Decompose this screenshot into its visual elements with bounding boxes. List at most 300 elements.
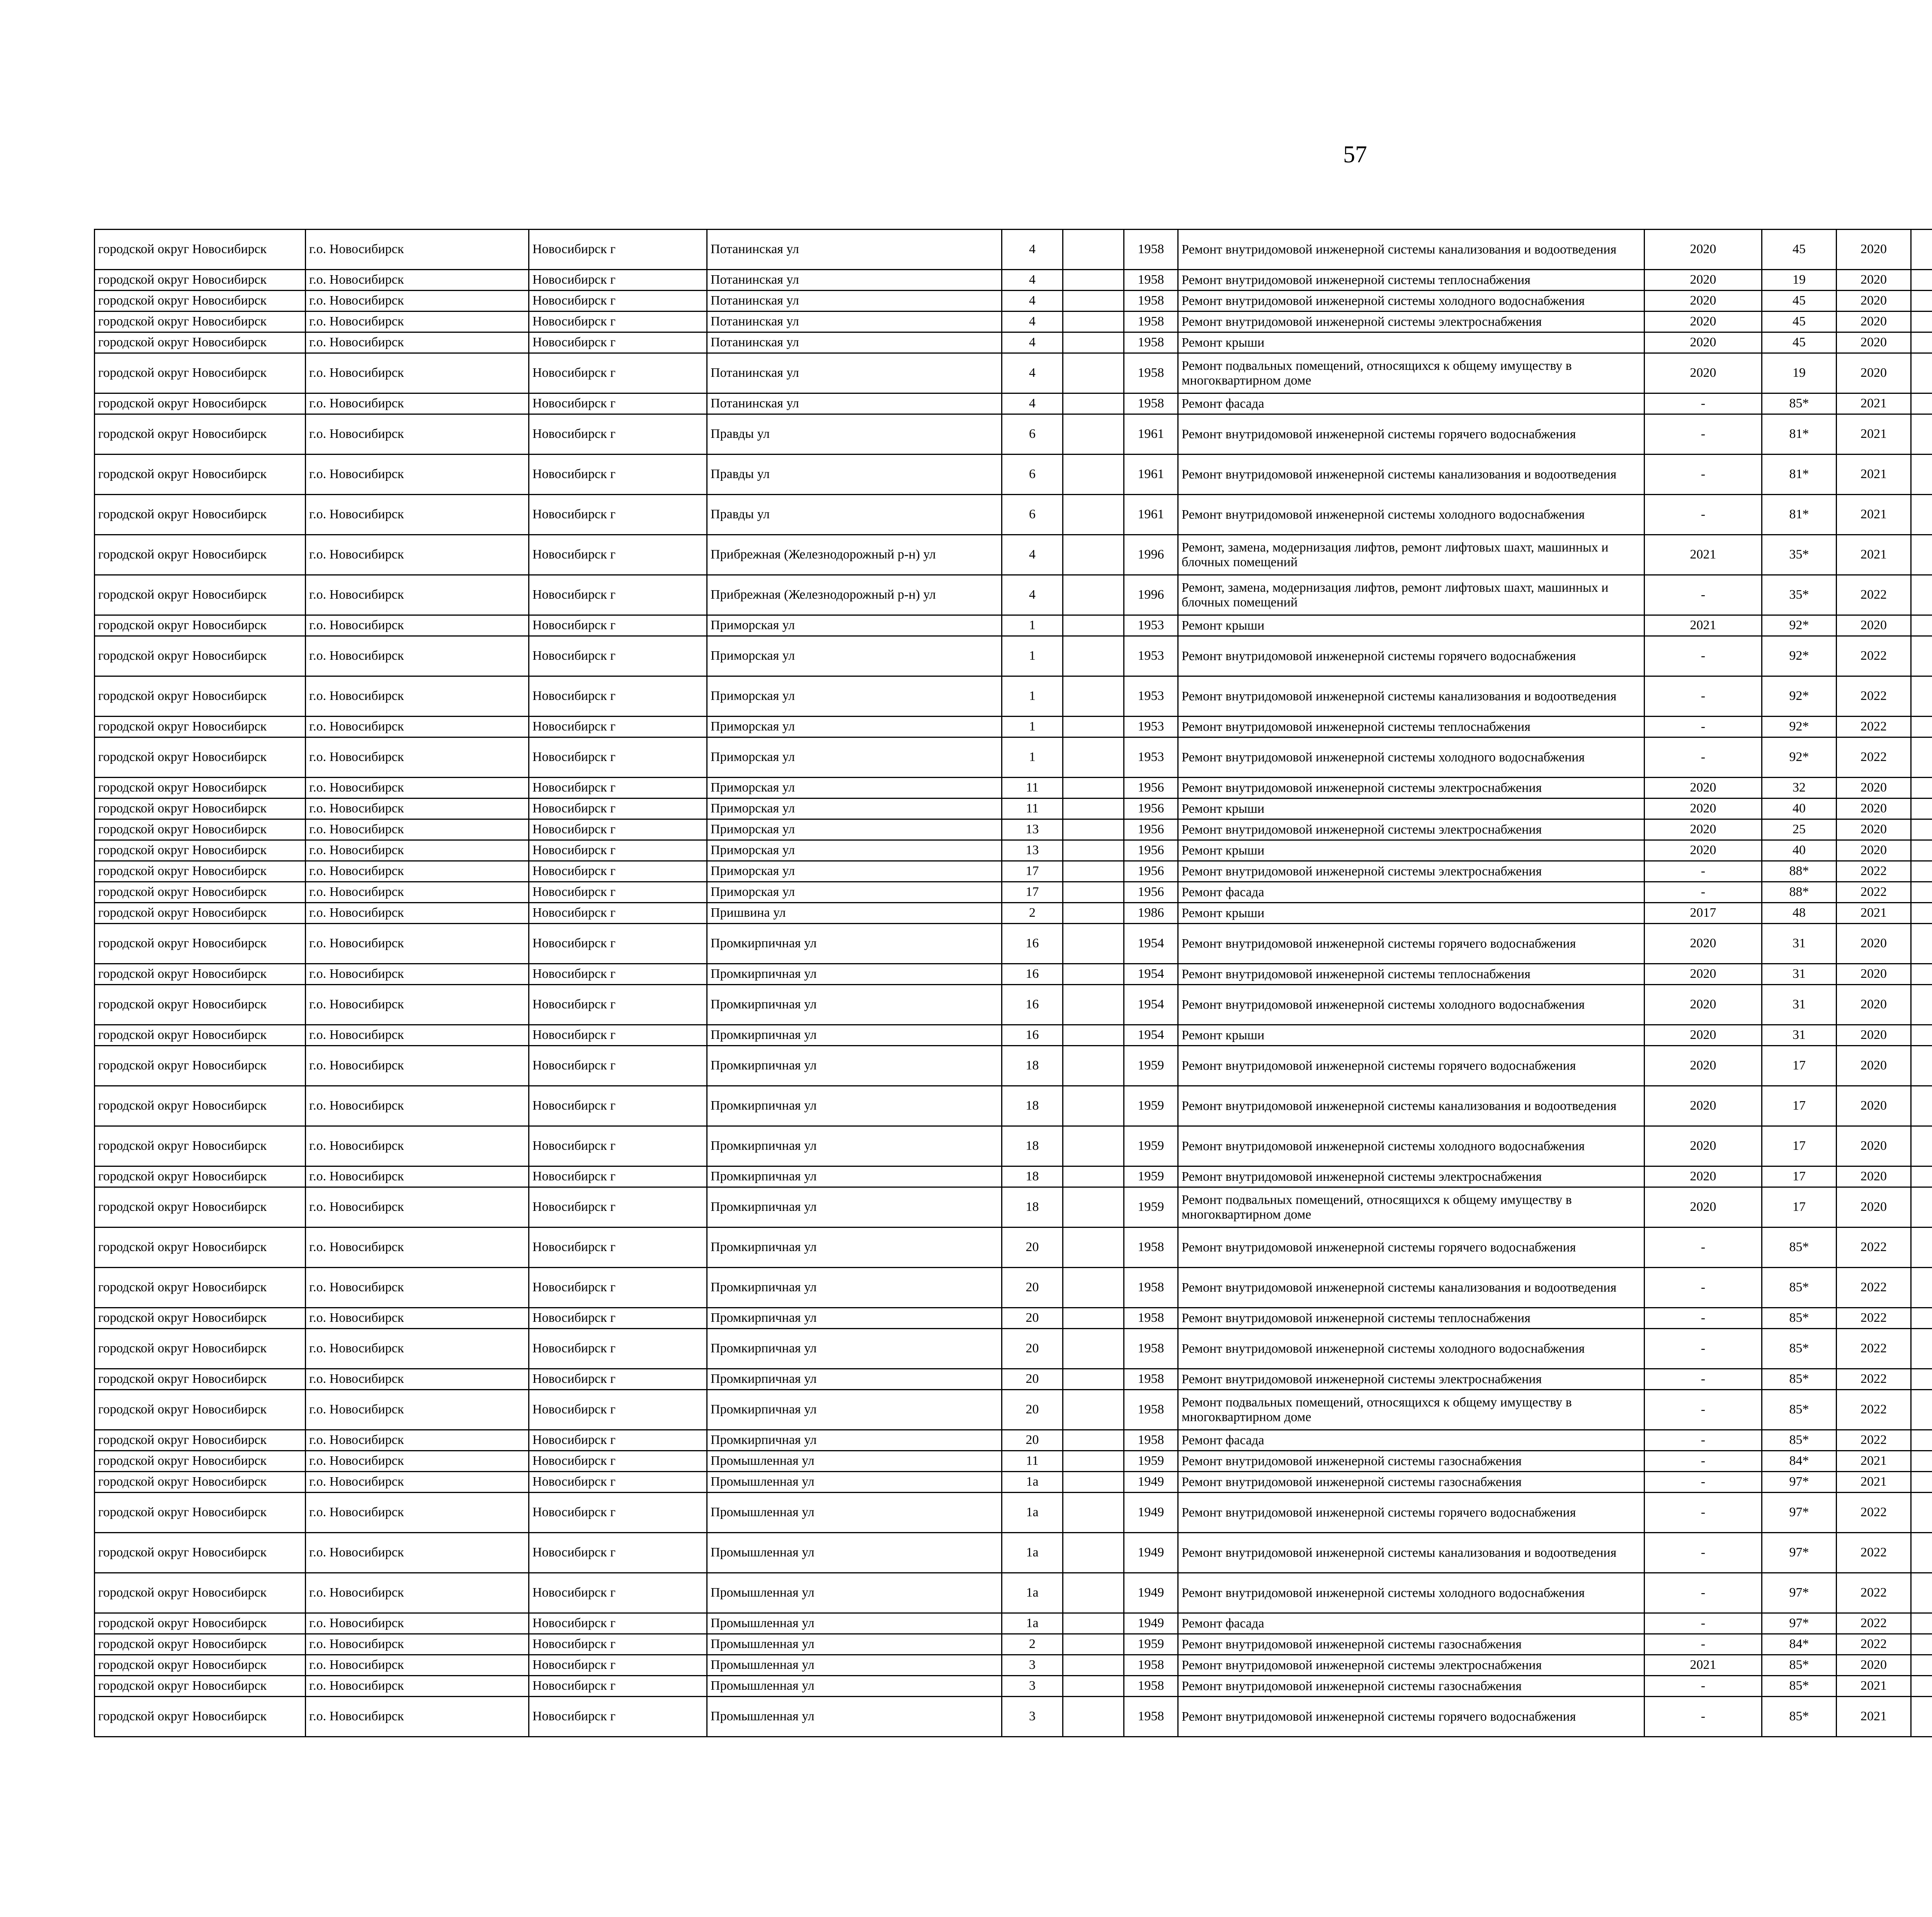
cell-planned-end [1911,1187,1932,1227]
cell-building [1063,495,1124,535]
cell-building [1063,332,1124,353]
cell-settlement: Новосибирск г [529,1187,707,1227]
cell-street: Промкирпичная ул [707,1329,1002,1369]
cell-last-repair-year: - [1645,1329,1762,1369]
table-row [95,270,1932,291]
table-row [95,230,1932,270]
cell-street: Приморская ул [707,840,1002,861]
cell-house-number: 4 [1002,291,1063,312]
cell-building [1063,1493,1124,1533]
cell-building [1063,1369,1124,1390]
cell-planned-start: 2022 [1837,882,1911,903]
cell-planned-end [1911,636,1932,676]
cell-building [1063,840,1124,861]
cell-wear-percent: 45 [1762,230,1837,270]
cell-house-number: 2 [1002,1634,1063,1655]
cell-planned-start: 2020 [1837,1046,1911,1086]
cell-municipality: городской округ Новосибирск [95,414,306,455]
cell-year-built: 1954 [1124,985,1178,1025]
cell-municipal-district: г.о. Новосибирск [306,1697,529,1737]
cell-street: Промкирпичная ул [707,1166,1002,1187]
cell-street: Промкирпичная ул [707,964,1002,985]
cell-wear-percent: 92* [1762,737,1837,778]
cell-street: Промкирпичная ул [707,985,1002,1025]
cell-street: Потанинская ул [707,270,1002,291]
cell-year-built: 1958 [1124,270,1178,291]
cell-work-type: Ремонт крыши [1178,615,1645,636]
cell-planned-start: 2021 [1837,1676,1911,1697]
cell-municipal-district: г.о. Новосибирск [306,1268,529,1308]
cell-wear-percent: 45 [1762,312,1837,332]
table-row [95,414,1932,455]
cell-settlement: Новосибирск г [529,535,707,575]
cell-planned-start: 2020 [1837,230,1911,270]
cell-municipal-district: г.о. Новосибирск [306,1493,529,1533]
cell-building [1063,1533,1124,1573]
cell-building [1063,1126,1124,1166]
cell-house-number: 1а [1002,1533,1063,1573]
cell-planned-end [1911,1655,1932,1676]
cell-year-built: 1954 [1124,964,1178,985]
cell-planned-start: 2020 [1837,615,1911,636]
cell-year-built: 1996 [1124,535,1178,575]
table-row [95,535,1932,575]
cell-year-built: 1949 [1124,1472,1178,1493]
cell-work-type: Ремонт внутридомовой инженерной системы теплоснабжения [1178,964,1645,985]
cell-work-type: Ремонт внутридомовой инженерной системы холодного водоснабжения [1178,737,1645,778]
table-row [95,924,1932,964]
cell-settlement: Новосибирск г [529,1451,707,1472]
cell-last-repair-year: - [1645,1493,1762,1533]
cell-planned-end [1911,353,1932,393]
cell-planned-start: 2022 [1837,1308,1911,1329]
cell-planned-end [1911,291,1932,312]
cell-last-repair-year: 2017 [1645,903,1762,924]
cell-wear-percent: 97* [1762,1493,1837,1533]
cell-work-type: Ремонт внутридомовой инженерной системы электроснабжения [1178,1369,1645,1390]
cell-planned-end [1911,1369,1932,1390]
cell-year-built: 1959 [1124,1086,1178,1126]
cell-municipal-district: г.о. Новосибирск [306,1613,529,1634]
cell-street: Потанинская ул [707,230,1002,270]
cell-wear-percent: 92* [1762,615,1837,636]
cell-building [1063,615,1124,636]
cell-year-built: 1953 [1124,636,1178,676]
cell-municipality: городской округ Новосибирск [95,1390,306,1430]
cell-building [1063,1166,1124,1187]
cell-wear-percent: 17 [1762,1166,1837,1187]
cell-last-repair-year: - [1645,1573,1762,1613]
cell-settlement: Новосибирск г [529,924,707,964]
cell-house-number: 18 [1002,1126,1063,1166]
cell-municipality: городской округ Новосибирск [95,1533,306,1573]
cell-municipal-district: г.о. Новосибирск [306,840,529,861]
cell-last-repair-year: 2021 [1645,1655,1762,1676]
cell-planned-end [1911,1025,1932,1046]
cell-last-repair-year: - [1645,882,1762,903]
cell-municipal-district: г.о. Новосибирск [306,393,529,414]
cell-house-number: 4 [1002,575,1063,615]
cell-municipal-district: г.о. Новосибирск [306,575,529,615]
cell-street: Промышленная ул [707,1613,1002,1634]
cell-last-repair-year: - [1645,455,1762,495]
cell-municipality: городской округ Новосибирск [95,798,306,819]
cell-municipal-district: г.о. Новосибирск [306,1655,529,1676]
cell-street: Потанинская ул [707,353,1002,393]
cell-work-type: Ремонт внутридомовой инженерной системы теплоснабжения [1178,717,1645,737]
cell-last-repair-year: - [1645,575,1762,615]
cell-wear-percent: 48 [1762,903,1837,924]
cell-planned-end [1911,414,1932,455]
cell-municipality: городской округ Новосибирск [95,495,306,535]
cell-municipality: городской округ Новосибирск [95,1573,306,1613]
cell-municipality: городской округ Новосибирск [95,312,306,332]
cell-planned-start: 2020 [1837,1086,1911,1126]
cell-municipality: городской округ Новосибирск [95,964,306,985]
cell-house-number: 4 [1002,332,1063,353]
cell-settlement: Новосибирск г [529,1697,707,1737]
cell-year-built: 1949 [1124,1573,1178,1613]
cell-settlement: Новосибирск г [529,270,707,291]
table-row [95,291,1932,312]
cell-work-type: Ремонт внутридомовой инженерной системы канализования и водоотведения [1178,1533,1645,1573]
cell-house-number: 16 [1002,924,1063,964]
cell-street: Промышленная ул [707,1451,1002,1472]
cell-year-built: 1958 [1124,1227,1178,1268]
cell-municipality: городской округ Новосибирск [95,819,306,840]
cell-settlement: Новосибирск г [529,1166,707,1187]
cell-street: Приморская ул [707,798,1002,819]
table-row [95,1493,1932,1533]
cell-last-repair-year: - [1645,1430,1762,1451]
cell-municipal-district: г.о. Новосибирск [306,737,529,778]
cell-wear-percent: 17 [1762,1126,1837,1166]
cell-work-type: Ремонт внутридомовой инженерной системы канализования и водоотведения [1178,455,1645,495]
cell-house-number: 1а [1002,1573,1063,1613]
cell-municipal-district: г.о. Новосибирск [306,291,529,312]
table-row [95,575,1932,615]
cell-planned-start: 2020 [1837,924,1911,964]
cell-planned-end [1911,819,1932,840]
cell-house-number: 6 [1002,455,1063,495]
cell-planned-start: 2020 [1837,312,1911,332]
cell-street: Приморская ул [707,861,1002,882]
cell-work-type: Ремонт внутридомовой инженерной системы газоснабжения [1178,1676,1645,1697]
cell-house-number: 4 [1002,230,1063,270]
cell-last-repair-year: 2020 [1645,1166,1762,1187]
cell-building [1063,312,1124,332]
cell-year-built: 1953 [1124,676,1178,717]
cell-settlement: Новосибирск г [529,1493,707,1533]
cell-planned-end [1911,1086,1932,1126]
cell-wear-percent: 19 [1762,270,1837,291]
cell-street: Промкирпичная ул [707,1227,1002,1268]
cell-municipality: городской округ Новосибирск [95,903,306,924]
cell-municipal-district: г.о. Новосибирск [306,819,529,840]
cell-street: Промышленная ул [707,1472,1002,1493]
cell-settlement: Новосибирск г [529,230,707,270]
cell-planned-start: 2021 [1837,1451,1911,1472]
cell-building [1063,636,1124,676]
cell-year-built: 1956 [1124,819,1178,840]
cell-settlement: Новосибирск г [529,1390,707,1430]
cell-street: Промкирпичная ул [707,1046,1002,1086]
cell-municipal-district: г.о. Новосибирск [306,1166,529,1187]
cell-year-built: 1996 [1124,575,1178,615]
cell-municipality: городской округ Новосибирск [95,676,306,717]
cell-last-repair-year: - [1645,414,1762,455]
cell-year-built: 1949 [1124,1533,1178,1573]
cell-planned-end [1911,393,1932,414]
cell-year-built: 1949 [1124,1613,1178,1634]
cell-wear-percent: 31 [1762,964,1837,985]
cell-building [1063,737,1124,778]
cell-work-type: Ремонт внутридомовой инженерной системы горячего водоснабжения [1178,924,1645,964]
cell-house-number: 18 [1002,1166,1063,1187]
cell-work-type: Ремонт внутридомовой инженерной системы холодного водоснабжения [1178,1329,1645,1369]
table-row [95,798,1932,819]
table-row [95,1655,1932,1676]
cell-last-repair-year: 2020 [1645,985,1762,1025]
table-row [95,1573,1932,1613]
cell-house-number: 11 [1002,1451,1063,1472]
cell-wear-percent: 97* [1762,1533,1837,1573]
cell-building [1063,353,1124,393]
cell-year-built: 1959 [1124,1166,1178,1187]
cell-settlement: Новосибирск г [529,1634,707,1655]
table-row [95,964,1932,985]
cell-street: Потанинская ул [707,393,1002,414]
table-row [95,1268,1932,1308]
cell-building [1063,1451,1124,1472]
cell-work-type: Ремонт фасада [1178,393,1645,414]
table-row [95,840,1932,861]
cell-settlement: Новосибирск г [529,964,707,985]
cell-planned-start: 2020 [1837,1655,1911,1676]
cell-planned-start: 2022 [1837,1430,1911,1451]
cell-street: Промкирпичная ул [707,1430,1002,1451]
cell-last-repair-year: 2020 [1645,1046,1762,1086]
cell-work-type: Ремонт внутридомовой инженерной системы теплоснабжения [1178,1308,1645,1329]
cell-building [1063,270,1124,291]
cell-year-built: 1953 [1124,737,1178,778]
table-row [95,1697,1932,1737]
cell-wear-percent: 45 [1762,332,1837,353]
cell-year-built: 1961 [1124,455,1178,495]
cell-work-type: Ремонт крыши [1178,840,1645,861]
cell-municipality: городской округ Новосибирск [95,1166,306,1187]
cell-house-number: 2 [1002,903,1063,924]
cell-municipal-district: г.о. Новосибирск [306,1308,529,1329]
cell-wear-percent: 81* [1762,495,1837,535]
cell-last-repair-year: - [1645,1676,1762,1697]
cell-planned-start: 2022 [1837,1329,1911,1369]
cell-planned-start: 2022 [1837,737,1911,778]
cell-last-repair-year: - [1645,1634,1762,1655]
cell-last-repair-year: 2020 [1645,1025,1762,1046]
cell-settlement: Новосибирск г [529,676,707,717]
cell-year-built: 1954 [1124,1025,1178,1046]
repair-program-table [94,229,1932,1737]
cell-building [1063,414,1124,455]
cell-last-repair-year: 2020 [1645,312,1762,332]
table-row [95,882,1932,903]
cell-settlement: Новосибирск г [529,903,707,924]
cell-planned-end [1911,840,1932,861]
table-row [95,353,1932,393]
cell-municipal-district: г.о. Новосибирск [306,882,529,903]
cell-last-repair-year: - [1645,393,1762,414]
cell-house-number: 18 [1002,1187,1063,1227]
cell-settlement: Новосибирск г [529,819,707,840]
cell-municipal-district: г.о. Новосибирск [306,414,529,455]
cell-work-type: Ремонт внутридомовой инженерной системы электроснабжения [1178,778,1645,798]
cell-municipality: городской округ Новосибирск [95,840,306,861]
cell-building [1063,1634,1124,1655]
cell-work-type: Ремонт внутридомовой инженерной системы холодного водоснабжения [1178,1573,1645,1613]
cell-year-built: 1958 [1124,1268,1178,1308]
cell-planned-end [1911,717,1932,737]
cell-year-built: 1958 [1124,291,1178,312]
cell-municipality: городской округ Новосибирск [95,353,306,393]
cell-settlement: Новосибирск г [529,717,707,737]
cell-municipality: городской округ Новосибирск [95,861,306,882]
cell-year-built: 1954 [1124,924,1178,964]
cell-street: Приморская ул [707,882,1002,903]
table-row [95,1390,1932,1430]
cell-building [1063,1025,1124,1046]
cell-last-repair-year: - [1645,1369,1762,1390]
cell-street: Промкирпичная ул [707,1187,1002,1227]
cell-municipality: городской округ Новосибирск [95,455,306,495]
cell-municipal-district: г.о. Новосибирск [306,1573,529,1613]
cell-municipality: городской округ Новосибирск [95,1369,306,1390]
cell-planned-start: 2021 [1837,535,1911,575]
cell-year-built: 1956 [1124,798,1178,819]
cell-year-built: 1956 [1124,840,1178,861]
cell-work-type: Ремонт внутридомовой инженерной системы электроснабжения [1178,819,1645,840]
cell-planned-end [1911,230,1932,270]
cell-year-built: 1958 [1124,312,1178,332]
cell-municipal-district: г.о. Новосибирск [306,778,529,798]
cell-municipality: городской округ Новосибирск [95,1493,306,1533]
table-row [95,737,1932,778]
cell-planned-start: 2022 [1837,1268,1911,1308]
cell-planned-end [1911,575,1932,615]
cell-house-number: 16 [1002,985,1063,1025]
cell-planned-start: 2020 [1837,332,1911,353]
cell-street: Промышленная ул [707,1697,1002,1737]
cell-work-type: Ремонт внутридомовой инженерной системы холодного водоснабжения [1178,1126,1645,1166]
cell-municipality: городской округ Новосибирск [95,1655,306,1676]
cell-year-built: 1956 [1124,882,1178,903]
cell-street: Промкирпичная ул [707,1126,1002,1166]
cell-house-number: 1 [1002,737,1063,778]
cell-house-number: 11 [1002,798,1063,819]
cell-municipal-district: г.о. Новосибирск [306,1329,529,1369]
cell-municipal-district: г.о. Новосибирск [306,717,529,737]
cell-work-type: Ремонт внутридомовой инженерной системы горячего водоснабжения [1178,1697,1645,1737]
cell-year-built: 1958 [1124,332,1178,353]
cell-planned-start: 2020 [1837,291,1911,312]
cell-planned-end [1911,1166,1932,1187]
cell-planned-start: 2022 [1837,636,1911,676]
table-row [95,985,1932,1025]
cell-planned-start: 2022 [1837,717,1911,737]
cell-planned-end [1911,1676,1932,1697]
cell-work-type: Ремонт фасада [1178,882,1645,903]
cell-work-type: Ремонт внутридомовой инженерной системы газоснабжения [1178,1472,1645,1493]
cell-work-type: Ремонт внутридомовой инженерной системы электроснабжения [1178,861,1645,882]
cell-house-number: 20 [1002,1369,1063,1390]
cell-street: Промкирпичная ул [707,1086,1002,1126]
table-row [95,1187,1932,1227]
cell-street: Промышленная ул [707,1493,1002,1533]
cell-street: Промышленная ул [707,1676,1002,1697]
cell-municipal-district: г.о. Новосибирск [306,676,529,717]
cell-street: Правды ул [707,455,1002,495]
cell-house-number: 4 [1002,535,1063,575]
cell-municipality: городской округ Новосибирск [95,615,306,636]
cell-municipality: городской округ Новосибирск [95,1187,306,1227]
cell-last-repair-year: - [1645,1533,1762,1573]
table-body [95,230,1932,1737]
cell-house-number: 1 [1002,717,1063,737]
cell-municipal-district: г.о. Новосибирск [306,1390,529,1430]
cell-house-number: 1а [1002,1472,1063,1493]
cell-work-type: Ремонт внутридомовой инженерной системы канализования и водоотведения [1178,1086,1645,1126]
cell-work-type: Ремонт внутридомовой инженерной системы горячего водоснабжения [1178,636,1645,676]
cell-settlement: Новосибирск г [529,1046,707,1086]
cell-planned-end [1911,1472,1932,1493]
cell-work-type: Ремонт внутридомовой инженерной системы горячего водоснабжения [1178,1046,1645,1086]
cell-work-type: Ремонт подвальных помещений, относящихся к общему имуществу в многоквартирном доме [1178,353,1645,393]
cell-building [1063,575,1124,615]
cell-planned-end [1911,1430,1932,1451]
cell-work-type: Ремонт фасада [1178,1613,1645,1634]
table-row [95,1613,1932,1634]
cell-planned-start: 2020 [1837,964,1911,985]
cell-settlement: Новосибирск г [529,1329,707,1369]
cell-building [1063,1329,1124,1369]
cell-planned-end [1911,332,1932,353]
cell-planned-end [1911,1634,1932,1655]
cell-street: Промкирпичная ул [707,924,1002,964]
cell-last-repair-year: - [1645,1227,1762,1268]
cell-year-built: 1949 [1124,1493,1178,1533]
cell-last-repair-year: 2020 [1645,332,1762,353]
cell-work-type: Ремонт внутридомовой инженерной системы холодного водоснабжения [1178,495,1645,535]
cell-work-type: Ремонт внутридомовой инженерной системы газоснабжения [1178,1634,1645,1655]
cell-house-number: 17 [1002,882,1063,903]
cell-work-type: Ремонт внутридомовой инженерной системы электроснабжения [1178,312,1645,332]
cell-building [1063,903,1124,924]
cell-settlement: Новосибирск г [529,1533,707,1573]
cell-municipal-district: г.о. Новосибирск [306,798,529,819]
cell-street: Приморская ул [707,819,1002,840]
cell-wear-percent: 97* [1762,1613,1837,1634]
cell-building [1063,535,1124,575]
cell-year-built: 1958 [1124,1697,1178,1737]
cell-building [1063,1046,1124,1086]
cell-municipality: городской округ Новосибирск [95,575,306,615]
cell-street: Промышленная ул [707,1573,1002,1613]
cell-last-repair-year: 2020 [1645,840,1762,861]
cell-street: Промышленная ул [707,1655,1002,1676]
cell-wear-percent: 45 [1762,291,1837,312]
table-row [95,861,1932,882]
cell-planned-end [1911,903,1932,924]
